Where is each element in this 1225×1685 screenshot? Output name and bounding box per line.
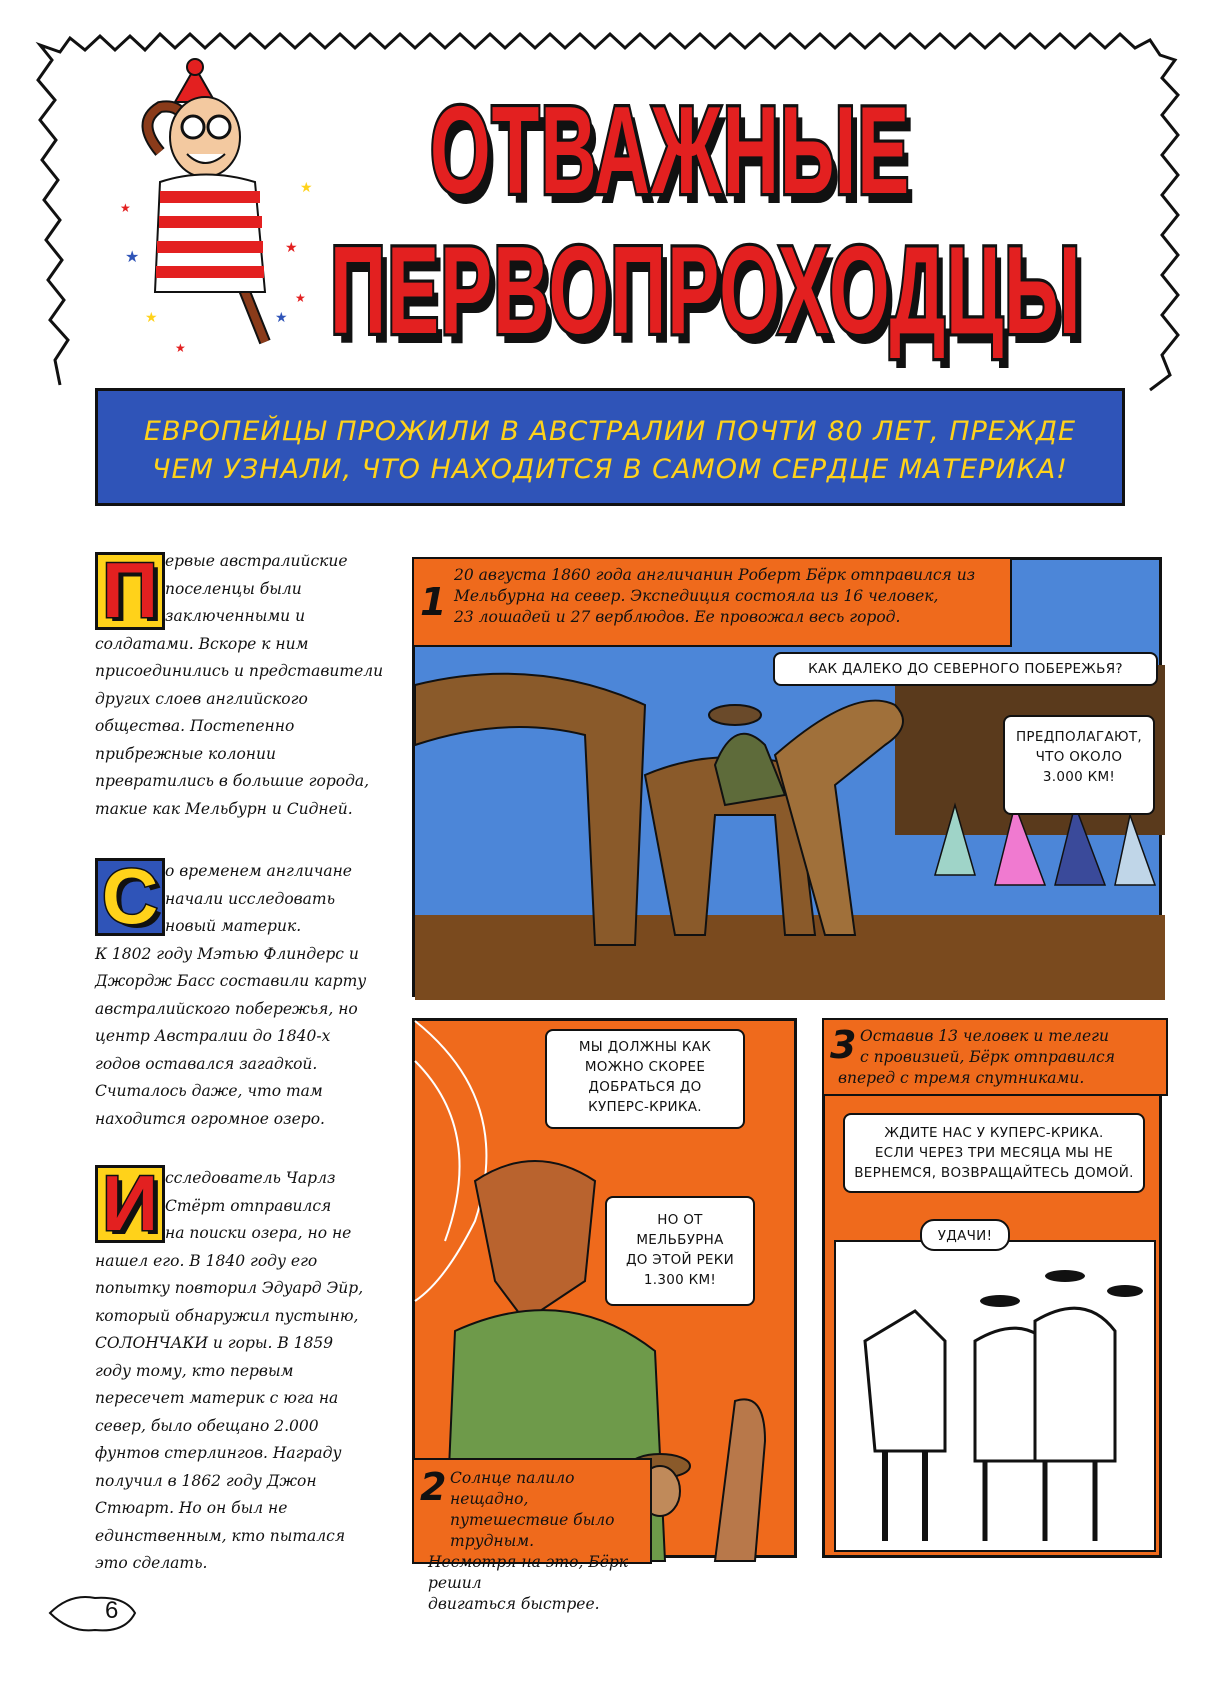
p1-line: других слоев английского — [95, 689, 308, 708]
page-number-badge — [40, 1588, 150, 1638]
p2-line: новый материк. — [165, 917, 302, 935]
p3-line: фунтов стерлингов. Награду — [95, 1444, 342, 1462]
p2-line: австралийского побережья, но — [95, 999, 358, 1018]
bubble-text: КАК ДАЛЕКО ДО СЕВЕРНОГО ПОБЕРЕЖЬЯ? — [808, 661, 1123, 677]
speech-bubble-wait-instructions — [843, 1113, 1145, 1193]
p2-line: центр Австралии до 1840-х — [95, 1027, 331, 1045]
bubble-line: ЕСЛИ ЧЕРЕЗ ТРИ МЕСЯЦА МЫ НЕ — [874, 1145, 1114, 1161]
bubble-line: МОЖНО СКОРЕЕ — [584, 1059, 706, 1075]
p1-line: присоединились и представители — [95, 662, 384, 680]
panel-3-illustration — [825, 1021, 1165, 1561]
page-number: 6 — [105, 1597, 119, 1624]
p1-line: прибрежные колонии — [95, 744, 276, 763]
bubble-line: МЕЛЬБУРНА — [636, 1232, 724, 1248]
bubble-line: ПРЕДПОЛАГАЮТ, — [1015, 729, 1142, 745]
speech-bubble-river-distance — [605, 1196, 755, 1306]
svg-text:★: ★ — [175, 341, 186, 355]
p2-line: о временем англичане — [165, 862, 352, 880]
waldo-character-image — [115, 62, 325, 362]
p3-line: который обнаружил пустыню, — [95, 1306, 359, 1325]
svg-text:★: ★ — [300, 180, 313, 196]
bubble-line: ЖДИТЕ НАС У КУПЕРС-КРИКА. — [884, 1125, 1104, 1141]
svg-text:★: ★ — [120, 201, 131, 215]
caption-line: 23 лошадей и 27 верблюдов. Ее провожал весь город. — [454, 608, 901, 626]
caption-line: 20 августа 1860 года англичанин Роберт Бёрк отправился из — [454, 566, 976, 584]
p2-line: Джордж Басс составили карту — [95, 972, 367, 990]
panel-1-number: 1 — [420, 580, 447, 624]
comic-panel-3 — [822, 1018, 1162, 1558]
caption-line: с провизией, Бёрк отправился — [860, 1048, 1115, 1066]
caption-line: путешествие было трудным. — [450, 1511, 615, 1550]
panel-2-caption — [412, 1458, 652, 1613]
bubble-line: ДО ЭТОЙ РЕКИ — [625, 1252, 735, 1268]
speech-bubble-coopers-creek — [545, 1029, 745, 1129]
bubble-line: МЫ ДОЛЖНЫ КАК — [578, 1039, 712, 1055]
banner-line-2: ЧЕМ УЗНАЛИ, ЧТО НАХОДИТСЯ В САМОМ СЕРДЦЕ МАТЕРИКА! — [152, 454, 1068, 485]
p3-line: пересечет материк с юга на — [95, 1389, 339, 1407]
caption-line: Оставив 13 человек и телеги — [860, 1027, 1109, 1045]
paragraph-1 — [95, 548, 405, 823]
dropcap-letter-1: П — [101, 546, 159, 634]
panel-3-caption — [822, 1018, 1168, 1096]
p3-line: попытку повторил Эдуард Эйр, — [95, 1279, 364, 1297]
svg-text:★: ★ — [295, 291, 306, 305]
bubble-line: 1.300 КМ! — [643, 1272, 717, 1288]
caption-line: вперед с тремя спутниками. — [838, 1069, 1085, 1087]
svg-text:★: ★ — [125, 247, 140, 266]
bubble-text: УДАЧИ! — [937, 1228, 993, 1244]
p2-line: находится огромное озеро. — [95, 1109, 325, 1128]
p1-line: заключенными и — [165, 607, 306, 625]
title-line-2: ПЕРВОПРОХОДЦЫ — [330, 219, 1082, 361]
dropcap-letter-3: И — [101, 1159, 159, 1247]
bubble-line: ЧТО ОКОЛО — [1035, 749, 1123, 765]
bubble-line: 3.000 КМ! — [1042, 769, 1116, 785]
title-line-1: ОТВАЖНЫЕ — [430, 79, 911, 221]
intro-banner — [95, 388, 1125, 506]
p3-line: единственным, кто пытался — [95, 1526, 346, 1545]
bubble-line: ДОБРАТЬСЯ ДО — [588, 1079, 702, 1095]
p2-line: начали исследовать — [165, 889, 336, 908]
bubble-line: НО ОТ — [657, 1212, 703, 1228]
p1-line: такие как Мельбурн и Сидней. — [95, 799, 353, 818]
svg-text:★: ★ — [285, 240, 298, 256]
panel-1-illustration — [415, 645, 1165, 1000]
p1-line: общества. Постепенно — [95, 717, 295, 735]
paragraph-3 — [95, 1165, 405, 1578]
p3-line: сследователь Чарлз — [165, 1169, 336, 1187]
p3-line: нашел его. В 1840 году его — [95, 1251, 318, 1270]
dropcap-letter-2: С — [101, 852, 159, 940]
banner-line-1: ЕВРОПЕЙЦЫ ПРОЖИЛИ В АВСТРАЛИИ ПОЧТИ 80 ЛЕТ, ПРЕЖДЕ — [143, 416, 1077, 447]
p2-line: годов оставался загадкой. — [95, 1054, 318, 1073]
caption-line: Несмотря на это, Бёрк решил — [428, 1553, 629, 1592]
p2-line: К 1802 году Мэтью Флиндерс и — [95, 944, 359, 963]
p3-line: Стёрт отправился — [165, 1196, 332, 1215]
panel-3-number: 3 — [830, 1023, 857, 1067]
p3-line: получил в 1862 году Джон — [95, 1471, 317, 1490]
caption-line: Мельбурна на север. Экспедиция состояла из 16 человек, — [454, 587, 939, 605]
p3-line: году тому, кто первым — [95, 1361, 294, 1380]
caption-line: Солнце палило нещадно, — [450, 1469, 575, 1508]
panel-1-caption — [412, 557, 1012, 647]
svg-text:★: ★ — [145, 310, 158, 326]
p3-line: это сделать. — [95, 1554, 208, 1572]
speech-bubble-distance-question — [773, 652, 1158, 686]
p3-line: на поиски озера, но не — [165, 1224, 352, 1242]
svg-text:★: ★ — [275, 310, 288, 326]
paragraph-2 — [95, 858, 405, 1133]
p3-line: СОЛОНЧАКИ и горы. В 1859 — [95, 1334, 334, 1352]
p1-line: превратились в большие города, — [95, 772, 370, 790]
speech-bubble-good-luck — [920, 1219, 1010, 1251]
speech-bubble-distance-answer — [1003, 715, 1155, 815]
caption-line: двигаться быстрее. — [428, 1595, 600, 1613]
bubble-line: ВЕРНЕМСЯ, ВОЗВРАЩАЙТЕСЬ ДОМОЙ. — [854, 1165, 1134, 1181]
p3-line: Стюарт. Но он был не — [95, 1499, 288, 1517]
bubble-line: КУПЕРС-КРИКА. — [588, 1099, 702, 1115]
p1-line: солдатами. Вскоре к ним — [95, 634, 309, 653]
p3-line: север, было обещано 2.000 — [95, 1416, 319, 1435]
p1-line: поселенцы были — [165, 579, 302, 598]
p1-line: ервые австралийские — [165, 552, 348, 570]
comic-panel-2 — [412, 1018, 797, 1613]
comic-panel-1 — [412, 557, 1162, 997]
p2-line: Считалось даже, что там — [95, 1082, 323, 1100]
panel-2-number: 2 — [420, 1465, 447, 1509]
